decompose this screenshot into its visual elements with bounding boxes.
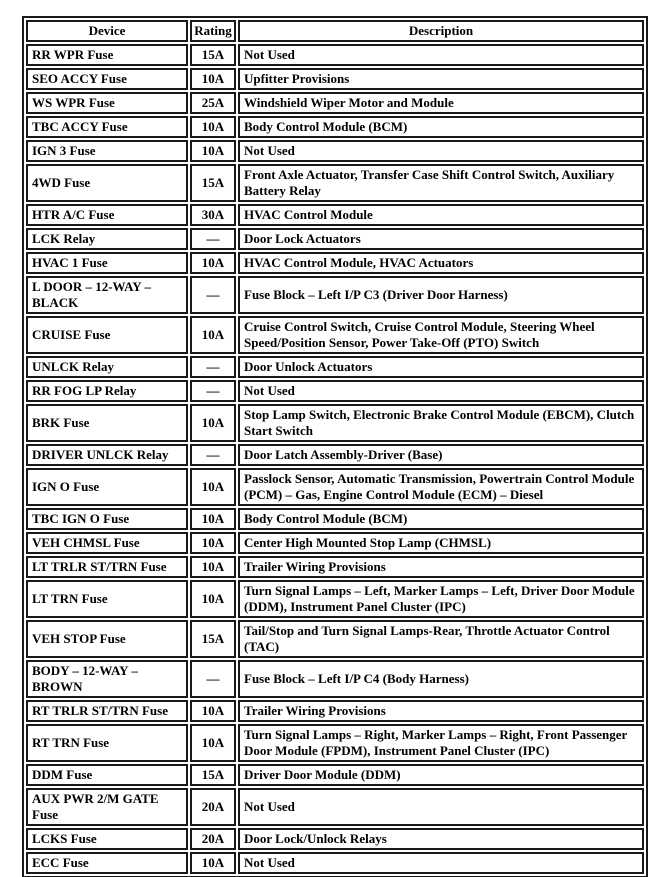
device-cell: LCK Relay xyxy=(26,228,188,250)
table-row xyxy=(26,444,644,466)
device-cell: RT TRN Fuse xyxy=(26,724,188,762)
description-cell: Windshield Wiper Motor and Module xyxy=(238,92,644,114)
description-cell: Door Lock/Unlock Relays xyxy=(238,828,644,850)
rating-cell: 15A xyxy=(190,620,236,658)
table-row xyxy=(26,164,644,202)
rating-cell: 10A xyxy=(190,532,236,554)
description-cell: Body Control Module (BCM) xyxy=(238,508,644,530)
rating-cell: 15A xyxy=(190,764,236,786)
device-cell: LCKS Fuse xyxy=(26,828,188,850)
description-cell: Stop Lamp Switch, Electronic Brake Control Module (EBCM), Clutch Start Switch xyxy=(238,404,644,442)
device-column-header: Device xyxy=(26,20,188,42)
description-cell: Passlock Sensor, Automatic Transmission, Powertrain Control Module (PCM) – Gas, Engine Control Module (ECM) – Diesel xyxy=(238,468,644,506)
device-cell: HTR A/C Fuse xyxy=(26,204,188,226)
table-row xyxy=(26,356,644,378)
table-row xyxy=(26,532,644,554)
table-row xyxy=(26,724,644,762)
description-cell: Upfitter Provisions xyxy=(238,68,644,90)
table-row xyxy=(26,204,644,226)
device-cell: BRK Fuse xyxy=(26,404,188,442)
description-cell: HVAC Control Module, HVAC Actuators xyxy=(238,252,644,274)
rating-cell: 15A xyxy=(190,44,236,66)
device-cell: VEH STOP Fuse xyxy=(26,620,188,658)
device-cell: BODY – 12-WAY – BROWN xyxy=(26,660,188,698)
description-cell: Cruise Control Switch, Cruise Control Module, Steering Wheel Speed/Position Sensor, Power Take-Off (PTO) Switch xyxy=(238,316,644,354)
device-cell: SEO ACCY Fuse xyxy=(26,68,188,90)
device-cell: HVAC 1 Fuse xyxy=(26,252,188,274)
rating-cell: — xyxy=(190,228,236,250)
table-row xyxy=(26,620,644,658)
device-cell: VEH CHMSL Fuse xyxy=(26,532,188,554)
rating-cell: — xyxy=(190,660,236,698)
description-column-header: Description xyxy=(238,20,644,42)
rating-cell: 10A xyxy=(190,404,236,442)
description-cell: Turn Signal Lamps – Left, Marker Lamps – Left, Driver Door Module (DDM), Instrument Panel Cluster (IPC) xyxy=(238,580,644,618)
table-row xyxy=(26,660,644,698)
description-cell: Not Used xyxy=(238,44,644,66)
device-cell: ECC Fuse xyxy=(26,852,188,874)
description-cell: Not Used xyxy=(238,852,644,874)
table-row xyxy=(26,508,644,530)
device-cell: 4WD Fuse xyxy=(26,164,188,202)
device-cell: AUX PWR 2/M GATE Fuse xyxy=(26,788,188,826)
description-cell: Trailer Wiring Provisions xyxy=(238,556,644,578)
table-row xyxy=(26,764,644,786)
table-row xyxy=(26,404,644,442)
device-cell: WS WPR Fuse xyxy=(26,92,188,114)
device-cell: RR FOG LP Relay xyxy=(26,380,188,402)
table-row xyxy=(26,700,644,722)
description-cell: Turn Signal Lamps – Right, Marker Lamps – Right, Front Passenger Door Module (FPDM), Instrument Panel Cluster (IPC) xyxy=(238,724,644,762)
table-row xyxy=(26,556,644,578)
description-cell: Fuse Block – Left I/P C3 (Driver Door Harness) xyxy=(238,276,644,314)
description-cell: Body Control Module (BCM) xyxy=(238,116,644,138)
table-row xyxy=(26,68,644,90)
rating-cell: 10A xyxy=(190,508,236,530)
rating-cell: — xyxy=(190,444,236,466)
description-cell: Door Lock Actuators xyxy=(238,228,644,250)
table-header-row xyxy=(26,20,644,42)
table-row xyxy=(26,228,644,250)
fuse-table-body xyxy=(26,44,644,874)
description-cell: Door Unlock Actuators xyxy=(238,356,644,378)
device-cell: RR WPR Fuse xyxy=(26,44,188,66)
description-cell: Trailer Wiring Provisions xyxy=(238,700,644,722)
device-cell: L DOOR – 12-WAY – BLACK xyxy=(26,276,188,314)
rating-cell: 10A xyxy=(190,468,236,506)
rating-cell: 30A xyxy=(190,204,236,226)
rating-cell: — xyxy=(190,276,236,314)
rating-cell: 10A xyxy=(190,580,236,618)
device-cell: UNLCK Relay xyxy=(26,356,188,378)
device-cell: TBC IGN O Fuse xyxy=(26,508,188,530)
rating-cell: 10A xyxy=(190,316,236,354)
table-row xyxy=(26,140,644,162)
device-cell: TBC ACCY Fuse xyxy=(26,116,188,138)
description-cell: Not Used xyxy=(238,380,644,402)
description-cell: Center High Mounted Stop Lamp (CHMSL) xyxy=(238,532,644,554)
device-cell: IGN 3 Fuse xyxy=(26,140,188,162)
rating-cell: 20A xyxy=(190,828,236,850)
device-cell: LT TRN Fuse xyxy=(26,580,188,618)
rating-cell: 10A xyxy=(190,252,236,274)
table-row xyxy=(26,116,644,138)
description-cell: Driver Door Module (DDM) xyxy=(238,764,644,786)
description-cell: Tail/Stop and Turn Signal Lamps-Rear, Throttle Actuator Control (TAC) xyxy=(238,620,644,658)
rating-cell: 15A xyxy=(190,164,236,202)
rating-column-header: Rating xyxy=(190,20,236,42)
device-cell: LT TRLR ST/TRN Fuse xyxy=(26,556,188,578)
rating-cell: 20A xyxy=(190,788,236,826)
table-row xyxy=(26,316,644,354)
description-cell: Front Axle Actuator, Transfer Case Shift Control Switch, Auxiliary Battery Relay xyxy=(238,164,644,202)
rating-cell: — xyxy=(190,380,236,402)
table-row xyxy=(26,468,644,506)
table-row xyxy=(26,828,644,850)
description-cell: Not Used xyxy=(238,140,644,162)
fuse-rating-description-table xyxy=(22,16,648,877)
table-row xyxy=(26,380,644,402)
rating-cell: — xyxy=(190,356,236,378)
description-cell: HVAC Control Module xyxy=(238,204,644,226)
description-cell: Door Latch Assembly-Driver (Base) xyxy=(238,444,644,466)
rating-cell: 10A xyxy=(190,116,236,138)
rating-cell: 25A xyxy=(190,92,236,114)
device-cell: CRUISE Fuse xyxy=(26,316,188,354)
device-cell: DRIVER UNLCK Relay xyxy=(26,444,188,466)
table-row xyxy=(26,580,644,618)
description-cell: Not Used xyxy=(238,788,644,826)
rating-cell: 10A xyxy=(190,852,236,874)
table-row xyxy=(26,788,644,826)
rating-cell: 10A xyxy=(190,68,236,90)
table-row xyxy=(26,92,644,114)
table-row xyxy=(26,252,644,274)
device-cell: IGN O Fuse xyxy=(26,468,188,506)
device-cell: DDM Fuse xyxy=(26,764,188,786)
table-row xyxy=(26,276,644,314)
device-cell: RT TRLR ST/TRN Fuse xyxy=(26,700,188,722)
rating-cell: 10A xyxy=(190,724,236,762)
rating-cell: 10A xyxy=(190,700,236,722)
description-cell: Fuse Block – Left I/P C4 (Body Harness) xyxy=(238,660,644,698)
rating-cell: 10A xyxy=(190,140,236,162)
rating-cell: 10A xyxy=(190,556,236,578)
table-row xyxy=(26,44,644,66)
table-row xyxy=(26,852,644,874)
